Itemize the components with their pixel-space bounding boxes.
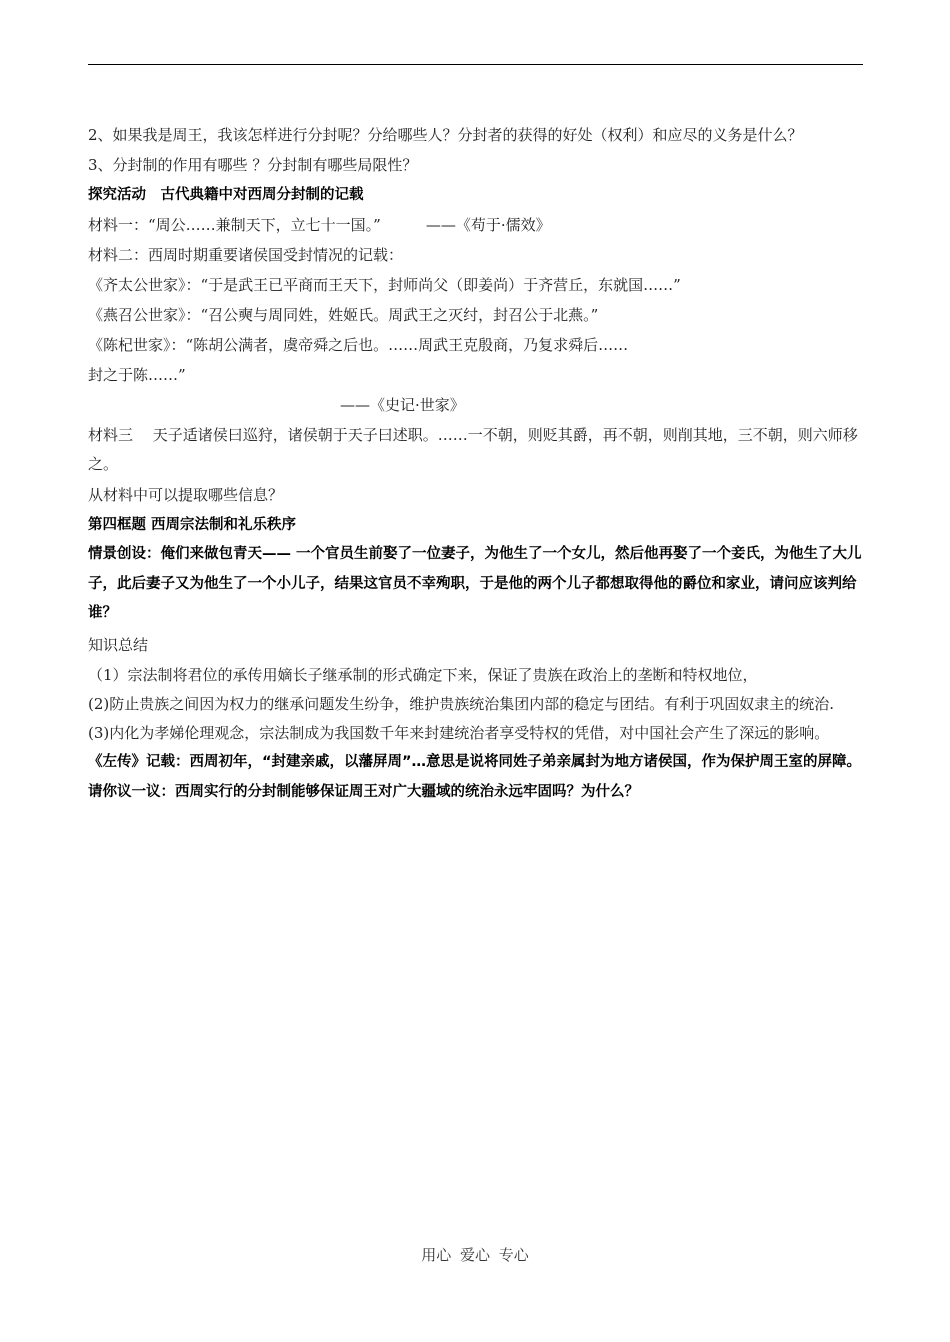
material-2-chen-continued: 封之于陈……” [88, 366, 186, 384]
summary-point-1: （1）宗法制将君位的承传用嫡长子继承制的形式确定下来，保证了贵族在政治上的垄断和特权地位， [88, 665, 758, 684]
document-body [88, 120, 866, 807]
question-2: 2、如果我是周王，我该怎样进行分封呢？分给哪些人？分封者的获得的好处（权利）和应尽的义务是什么？ [88, 126, 803, 144]
discussion-question: 请你议一议：西周实行的分封制能够保证周王对广大疆域的统治永远牢固吗？为什么？ [88, 784, 639, 800]
material-2-qi: 《齐太公世家》：“于是武王已平商而王天下，封师尚父（即姜尚）于齐营丘，东就国……” [88, 276, 681, 294]
summary-point-3: (3)内化为孝娣伦理观念，宗法制成为我国数千年来封建统治者享受特权的凭借，对中国社会产生了深远的影响。 [88, 723, 830, 742]
zuozhuan-quote: 《左传》记载：西周初年，“封建亲戚，以藩屏周”…意思是说将同姓子弟亲属封为地方诸侯国，作为保护周王室的屏障。 [88, 753, 862, 770]
material-2-source: ——《史记·世家》 [340, 396, 465, 414]
heading-explore-activity: 探究活动 古代典籍中对西周分封制的记载 [88, 187, 364, 203]
summary-point-2: (2)防止贵族之间因为权力的继承问题发生纷争，维护贵族统治集团内部的稳定与团结。有利于巩固奴隶主的统治. [88, 694, 835, 713]
header-rule [88, 64, 863, 65]
material-2: 材料二：西周时期重要诸侯国受封情况的记载： [88, 246, 404, 264]
material-2-yan: 《燕召公世家》：“召公奭与周同姓，姓姬氏。周武王之灭纣，封召公于北燕。” [88, 306, 599, 324]
material-1: 材料一：“周公……兼制天下，立七十一国。” ——《苟于·儒效》 [88, 216, 551, 234]
question-extract: 从材料中可以提取哪些信息？ [88, 486, 284, 504]
scenario-paragraph: 情景创设：俺们来做包青天—— 一个官员生前娶了一位妻子，为他生了一个女儿，然后他再娶了一个妾氏，为他生了大儿子，此后妻子又为他生了一个小儿子，结果这官员不幸殉职，于是他的两个儿子都想取得他的爵位和家业，请问应该判给谁？ [88, 546, 862, 621]
question-3: 3、分封制的作用有哪些 ？分封制有哪些局限性？ [88, 156, 418, 174]
page-footer: 用心 爱心 专心 [421, 1246, 529, 1264]
material-2-chen: 《陈杞世家》：“陈胡公满者，虞帝舜之后也。……周武王克殷商，乃复求舜后…… [88, 336, 629, 354]
heading-section-four: 第四框题 西周宗法制和礼乐秩序 [88, 517, 297, 533]
summary-title: 知识总结 [88, 635, 149, 654]
material-3: 材料三 天子适诸侯曰巡狩，诸侯朝于天子曰述职。……一不朝，则贬其爵，再不朝，则削其地，三不朝，则六师移之。 [88, 426, 858, 473]
